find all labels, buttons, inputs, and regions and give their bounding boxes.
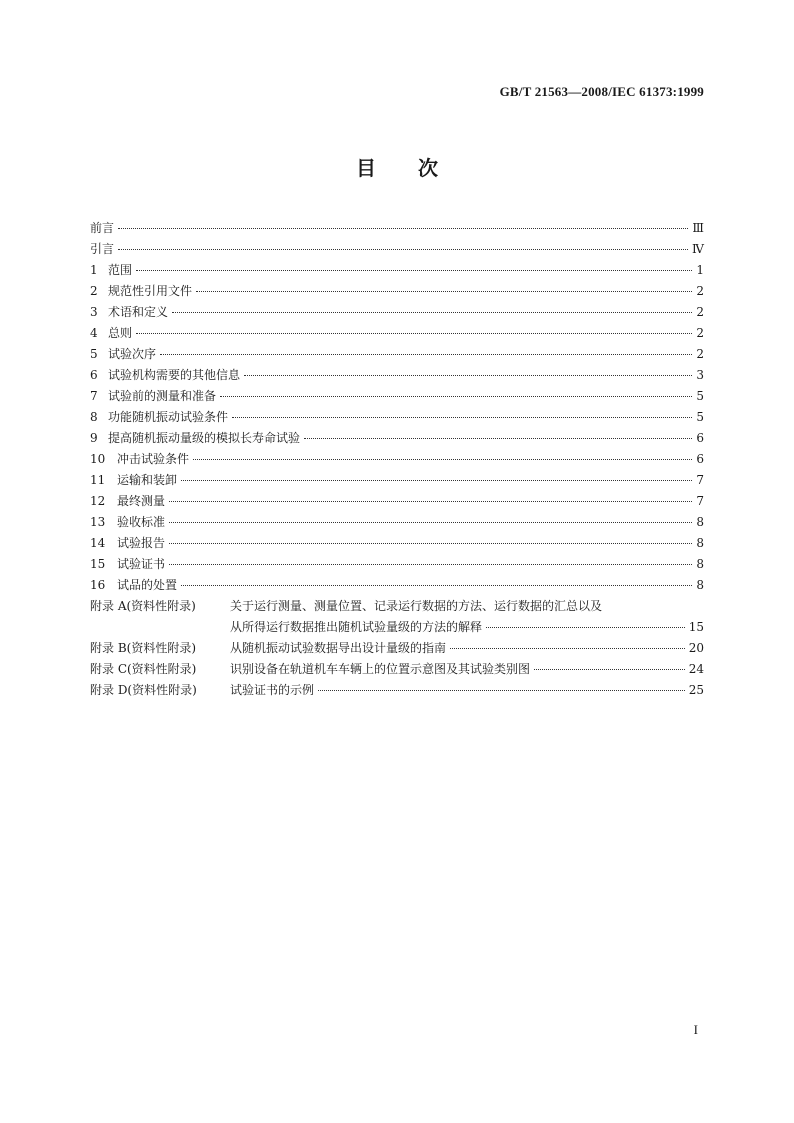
toc-entry-1[interactable] xyxy=(90,260,704,281)
toc-entry-2[interactable] xyxy=(90,281,704,302)
toc-label: 提高随机振动量级的模拟长寿命试验 xyxy=(108,431,301,445)
toc-entry-8[interactable] xyxy=(90,407,704,428)
toc-number: 5 xyxy=(90,347,98,361)
toc-number: 4 xyxy=(90,326,98,340)
toc-page-number: 2 xyxy=(696,326,704,340)
toc-number: 7 xyxy=(90,389,98,403)
toc-page-number: 5 xyxy=(696,389,704,403)
toc-page-number: 6 xyxy=(696,431,704,445)
toc-label: 识别设备在轨道机车车辆上的位置示意图及其试验类别图 xyxy=(230,662,531,676)
toc-leader-dots xyxy=(172,306,692,313)
toc-leader-dots xyxy=(318,684,685,691)
toc-page-number: 1 xyxy=(696,263,704,277)
toc-page-number: 8 xyxy=(696,515,704,529)
toc-number: 2 xyxy=(90,284,98,298)
toc-label: 最终测量 xyxy=(117,494,166,508)
toc-label: 前言 xyxy=(90,221,115,235)
toc-page-number: 8 xyxy=(696,557,704,571)
toc-page-number: 6 xyxy=(696,452,704,466)
toc-label: 关于运行测量、测量位置、记录运行数据的方法、运行数据的汇总以及 xyxy=(230,599,603,613)
toc-entry-7[interactable] xyxy=(90,386,704,407)
toc-label: 引言 xyxy=(90,242,115,256)
toc-label: 试验报告 xyxy=(117,536,166,550)
toc-leader-dots xyxy=(136,264,692,271)
toc-leader-dots xyxy=(181,474,692,481)
toc-entry-annex-a-continued[interactable] xyxy=(90,617,704,638)
toc-number: 3 xyxy=(90,305,98,319)
toc-number: 13 xyxy=(90,515,106,529)
toc-entry-9[interactable] xyxy=(90,428,704,449)
toc-label: 试验证书的示例 xyxy=(230,683,315,697)
table-of-contents xyxy=(90,218,704,701)
toc-entry-13[interactable] xyxy=(90,512,704,533)
toc-number: 9 xyxy=(90,431,98,445)
toc-page-number: 25 xyxy=(688,683,704,697)
toc-number: 12 xyxy=(90,494,106,508)
toc-leader-dots xyxy=(169,558,692,565)
toc-label: 从随机振动试验数据导出设计量级的指南 xyxy=(230,641,447,655)
toc-number: 10 xyxy=(90,452,106,466)
toc-label: 验收标准 xyxy=(117,515,166,529)
toc-entry-12[interactable] xyxy=(90,491,704,512)
toc-page-number: 8 xyxy=(696,536,704,550)
toc-leader-dots xyxy=(118,222,688,229)
toc-number: 11 xyxy=(90,473,106,487)
toc-page-number: 15 xyxy=(688,620,704,634)
toc-label: 术语和定义 xyxy=(108,305,169,319)
toc-label: 试品的处置 xyxy=(117,578,178,592)
toc-leader-dots xyxy=(169,516,692,523)
page-number: I xyxy=(693,1022,698,1037)
toc-label: 功能随机振动试验条件 xyxy=(108,410,229,424)
toc-entry-annex-b[interactable] xyxy=(90,638,704,659)
toc-leader-dots xyxy=(169,537,692,544)
standard-number: GB/T 21563—2008/IEC 61373:1999 xyxy=(499,84,704,99)
toc-leader-dots xyxy=(534,663,685,670)
toc-entry-annex-d[interactable] xyxy=(90,680,704,701)
toc-annex-number: 附录 B(资料性附录) xyxy=(90,641,196,655)
toc-label: 冲击试验条件 xyxy=(117,452,190,466)
toc-annex-number: 附录 C(资料性附录) xyxy=(90,662,197,676)
toc-leader-dots xyxy=(136,327,692,334)
toc-leader-dots xyxy=(118,243,688,250)
toc-label: 试验证书 xyxy=(117,557,166,571)
toc-annex-number: 附录 A(资料性附录) xyxy=(90,599,196,613)
toc-leader-dots xyxy=(196,285,692,292)
toc-entry-11[interactable] xyxy=(90,470,704,491)
toc-label: 试验机构需要的其他信息 xyxy=(108,368,241,382)
toc-entry-6[interactable] xyxy=(90,365,704,386)
toc-number: 8 xyxy=(90,410,98,424)
toc-leader-dots xyxy=(450,642,685,649)
toc-entry-introduction[interactable] xyxy=(90,239,704,260)
toc-label: 运输和装卸 xyxy=(117,473,178,487)
toc-leader-dots xyxy=(193,453,692,460)
toc-label: 试验前的测量和准备 xyxy=(108,389,217,403)
toc-page-number: 2 xyxy=(696,347,704,361)
toc-page-number: 20 xyxy=(688,641,704,655)
toc-label: 试验次序 xyxy=(108,347,157,361)
toc-entry-4[interactable] xyxy=(90,323,704,344)
toc-page-number: Ⅲ xyxy=(692,221,704,235)
toc-label: 总则 xyxy=(108,326,133,340)
toc-entry-annex-c[interactable] xyxy=(90,659,704,680)
toc-entry-foreword[interactable] xyxy=(90,218,704,239)
toc-number: 14 xyxy=(90,536,106,550)
toc-page-number: Ⅳ xyxy=(692,242,704,256)
toc-annex-number: 附录 D(资料性附录) xyxy=(90,683,197,697)
toc-page-number: 5 xyxy=(696,410,704,424)
toc-leader-dots xyxy=(486,621,685,628)
toc-page-number: 2 xyxy=(696,284,704,298)
page-title: 目次 xyxy=(356,156,480,180)
toc-entry-10[interactable] xyxy=(90,449,704,470)
toc-entry-15[interactable] xyxy=(90,554,704,575)
toc-number: 16 xyxy=(90,578,106,592)
toc-number: 15 xyxy=(90,557,106,571)
toc-leader-dots xyxy=(220,390,692,397)
toc-entry-5[interactable] xyxy=(90,344,704,365)
toc-page-number: 24 xyxy=(688,662,704,676)
toc-leader-dots xyxy=(169,495,692,502)
toc-leader-dots xyxy=(160,348,692,355)
toc-leader-dots xyxy=(244,369,692,376)
toc-leader-dots xyxy=(181,579,692,586)
toc-page-number: 8 xyxy=(696,578,704,592)
toc-page-number: 7 xyxy=(696,473,704,487)
toc-entry-annex-a[interactable] xyxy=(90,596,704,617)
toc-entry-16[interactable] xyxy=(90,575,704,596)
toc-number: 6 xyxy=(90,368,98,382)
toc-entry-14[interactable] xyxy=(90,533,704,554)
toc-page-number: 3 xyxy=(696,368,704,382)
toc-label: 规范性引用文件 xyxy=(108,284,193,298)
toc-label: 范围 xyxy=(108,263,133,277)
toc-leader-dots xyxy=(232,411,692,418)
toc-number: 1 xyxy=(90,263,98,277)
toc-label: 从所得运行数据推出随机试验量级的方法的解释 xyxy=(230,620,483,634)
toc-entry-3[interactable] xyxy=(90,302,704,323)
toc-page-number: 2 xyxy=(696,305,704,319)
toc-leader-dots xyxy=(304,432,692,439)
toc-page-number: 7 xyxy=(696,494,704,508)
